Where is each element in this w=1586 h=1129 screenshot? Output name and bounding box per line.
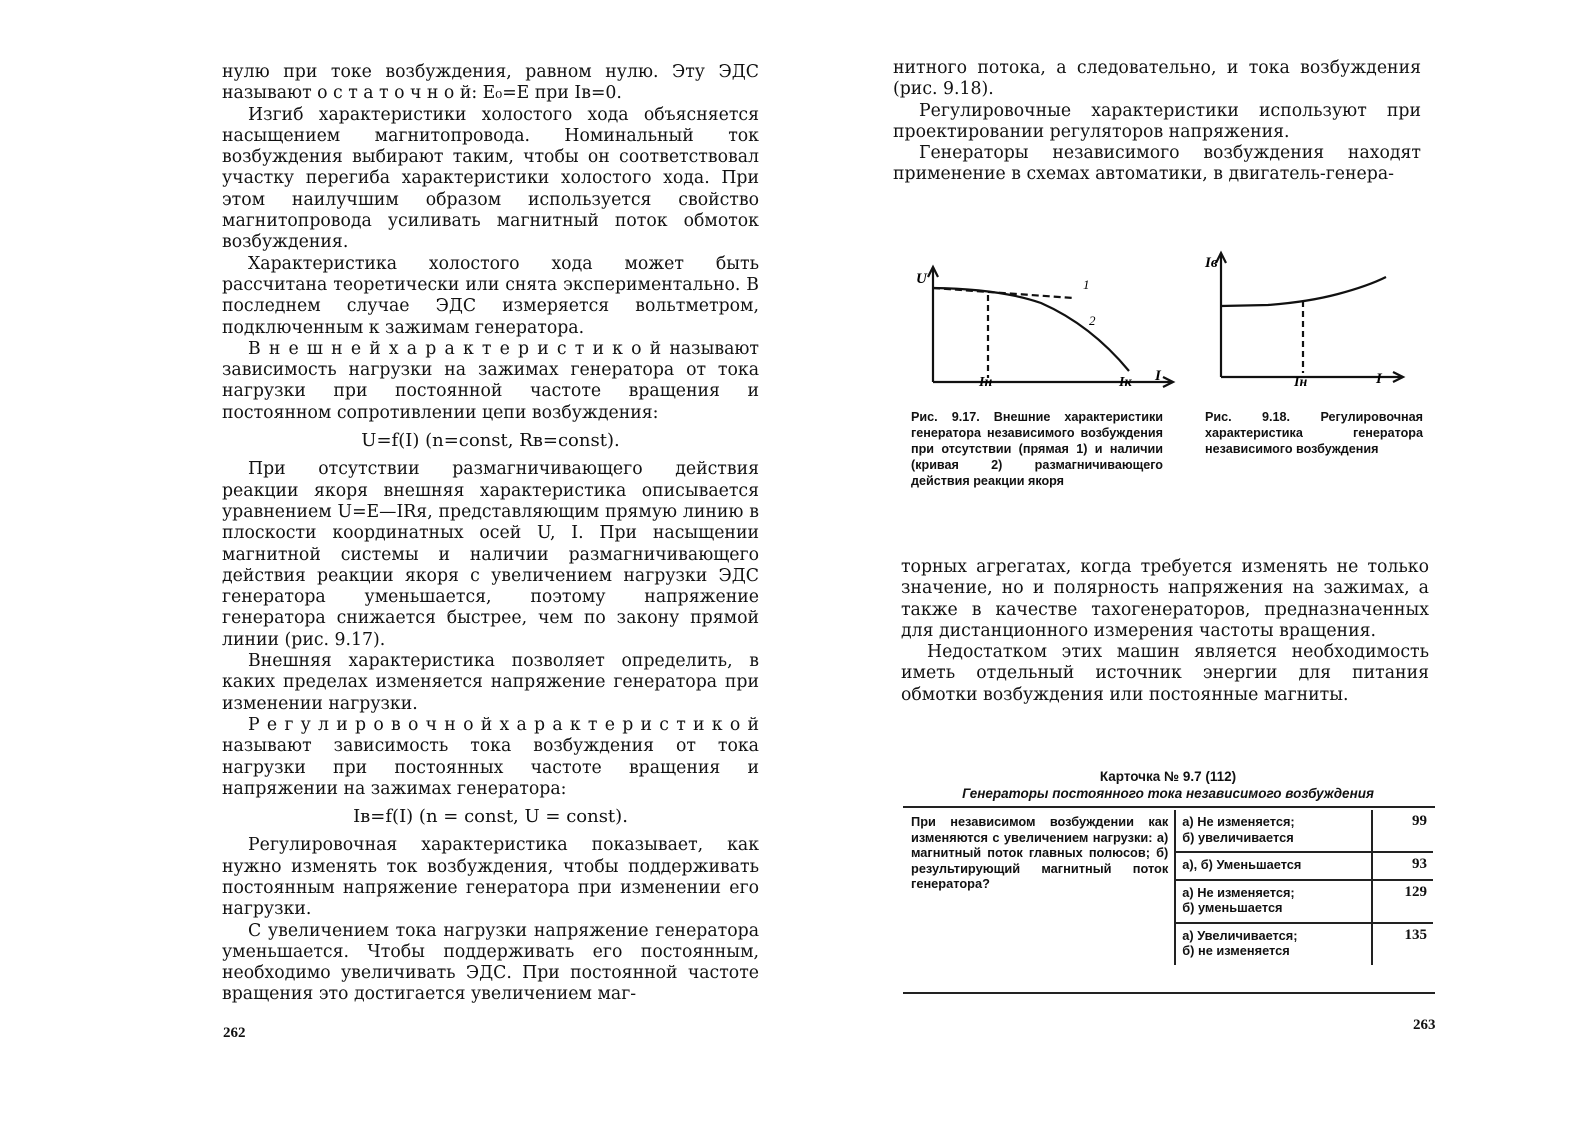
curve-2 (933, 288, 1129, 371)
card-table (905, 810, 1433, 965)
card-bottom-rule (903, 992, 1435, 994)
paragraph: Характеристика холостого хода может быть рассчитана теоретически или снята экспериментально. В последнем случае ЭДС измеряется вольтметром, подключенным к зажимам генератора. (222, 253, 759, 338)
figure-9-18-caption: Рис. 9.18. Регулировочная характеристика генератора независимого возбуждения (1205, 410, 1423, 456)
paragraph: Р е г у л и р о в о ч н о й х а р а к т е р и с т и к о й называют зависимость тока возбуждения от тока нагрузки при постоянных частоте вращения и напряжении на зажимах генератора: (222, 714, 759, 799)
paragraph: Регулировочные характеристики используют при проектировании регуляторов напряжения. (893, 100, 1421, 142)
card-answer: а) Не изменяется; б) уменьшается (1175, 880, 1372, 923)
card-subtitle: Генераторы постоянного тока независимого возбуждения (962, 786, 1374, 801)
paragraph: нулю при токе возбуждения, равном нулю. Эту ЭДС называют о с т а т о ч н о й: E₀=E при Iв=0. (222, 62, 759, 104)
right-page (793, 0, 1586, 1129)
figure-9-17-caption: Рис. 9.17. Внешние характеристики генератора независимого возбуждения при отсутствии (прямая 1) и наличии (кривая 2) размагничивающего действия реакции якоря (911, 410, 1163, 488)
axis-y-label: Iв (1205, 255, 1218, 271)
curve-1-label: 1 (1083, 277, 1090, 292)
card-title: Карточка № 9.7 (112) (1099, 769, 1237, 784)
paragraph: Генераторы независимого возбуждения находят применение в схемах автоматики, в двигатель-генера- (893, 143, 1421, 185)
paragraph: торных агрегатах, когда требуется изменять не только значение, но и полярность напряжения на зажимах, а также в качестве тахогенераторов, предназначенных для дистанционного измерения частоты вращения. (901, 557, 1429, 641)
card-answer-number: 93 (1372, 852, 1433, 880)
card-answer: а) Не изменяется; б) увеличивается (1175, 810, 1372, 852)
right-page-top-text (893, 58, 1421, 186)
paragraph: Недостатком этих машин является необходимость иметь отдельный источник энергии для питания обмотки возбуждения или постоянные магниты. (901, 642, 1429, 705)
figure-9-18 (1205, 245, 1408, 395)
paragraph: При отсутствии размагничивающего действия реакции якоря внешняя характеристика описывается уравнением U=E—IRя, представляющим прямую линию в плоскости координатных осей U, I. При насыщении магнитной системы и наличии размагничивающего действия реакции якоря с увеличением нагрузки ЭДС генератора уменьшается, поэтому напряжение генератора снижается быстрее, чем по закону прямой линии (рис. 9.17). (222, 459, 759, 650)
axis-x-label: I (1376, 371, 1382, 387)
card-answer: а), б) Уменьшается (1175, 852, 1372, 880)
figure-9-17 (911, 245, 1193, 395)
paragraph: Регулировочная характеристика показывает, как нужно изменять ток возбуждения, чтобы поддерживать постоянным напряжение генератора при изменении его нагрузки. (222, 835, 759, 920)
paragraph: Изгиб характеристики холостого хода объясняется насыщением магнитопровода. Номинальный ток возбуждения выбирают таким, чтобы он соответствовал участку перегиба характеристики холостого хода. При этом наилучшим образом используется свойство магнитопровода усиливать магнитный поток обмоток возбуждения. (222, 104, 759, 253)
card-top-rule (903, 806, 1435, 808)
axis-y-label: U (916, 271, 927, 287)
card-heading (898, 768, 1438, 802)
card-answer: а) Увеличивается; б) не изменяется (1175, 923, 1372, 965)
card-answer-number: 99 (1372, 810, 1433, 852)
paragraph: В н е ш н е й х а р а к т е р и с т и к о й называют зависимость нагрузки на зажимах генератора от тока нагрузки при постоянной частоте вращения и постоянном сопротивлении цепи возбуждения: (222, 338, 759, 423)
right-page-bottom-text (901, 557, 1429, 706)
formula: U=f(I) (n=const, Rв=const). (361, 430, 620, 452)
tick-label-ik: Iк (1119, 375, 1132, 390)
formula: Iв=f(I) (n = const, U = const). (353, 806, 628, 828)
page-number: 263 (1413, 1017, 1436, 1033)
tick-label-in: Iн (1294, 375, 1308, 390)
left-page-text (222, 62, 759, 1006)
curve-2-label: 2 (1089, 313, 1096, 328)
axis-x-label: I (1155, 368, 1161, 384)
table-row (905, 810, 1433, 852)
card-question: При независимом возбуждении как изменяются с увеличением нагрузки: а) магнитный поток главных полюсов; б) результирующий магнитный поток генератора? (905, 810, 1175, 965)
paragraph: нитного потока, а следовательно, и тока возбуждения (рис. 9.18). (893, 58, 1421, 100)
card-answer-number: 135 (1404, 926, 1427, 943)
card-answer-number: 129 (1372, 880, 1433, 923)
paragraph: Внешняя характеристика позволяет определить, в каких пределах изменяется напряжение генератора при изменении нагрузки. (222, 651, 759, 714)
page-number: 262 (223, 1025, 246, 1041)
paragraph: С увеличением тока нагрузки напряжение генератора уменьшается. Чтобы поддерживать его постоянным, необходимо увеличивать ЭДС. При постоянной частоте вращения это достигается увеличением маг- (222, 920, 759, 1005)
tick-label-in: Iн (979, 375, 993, 390)
